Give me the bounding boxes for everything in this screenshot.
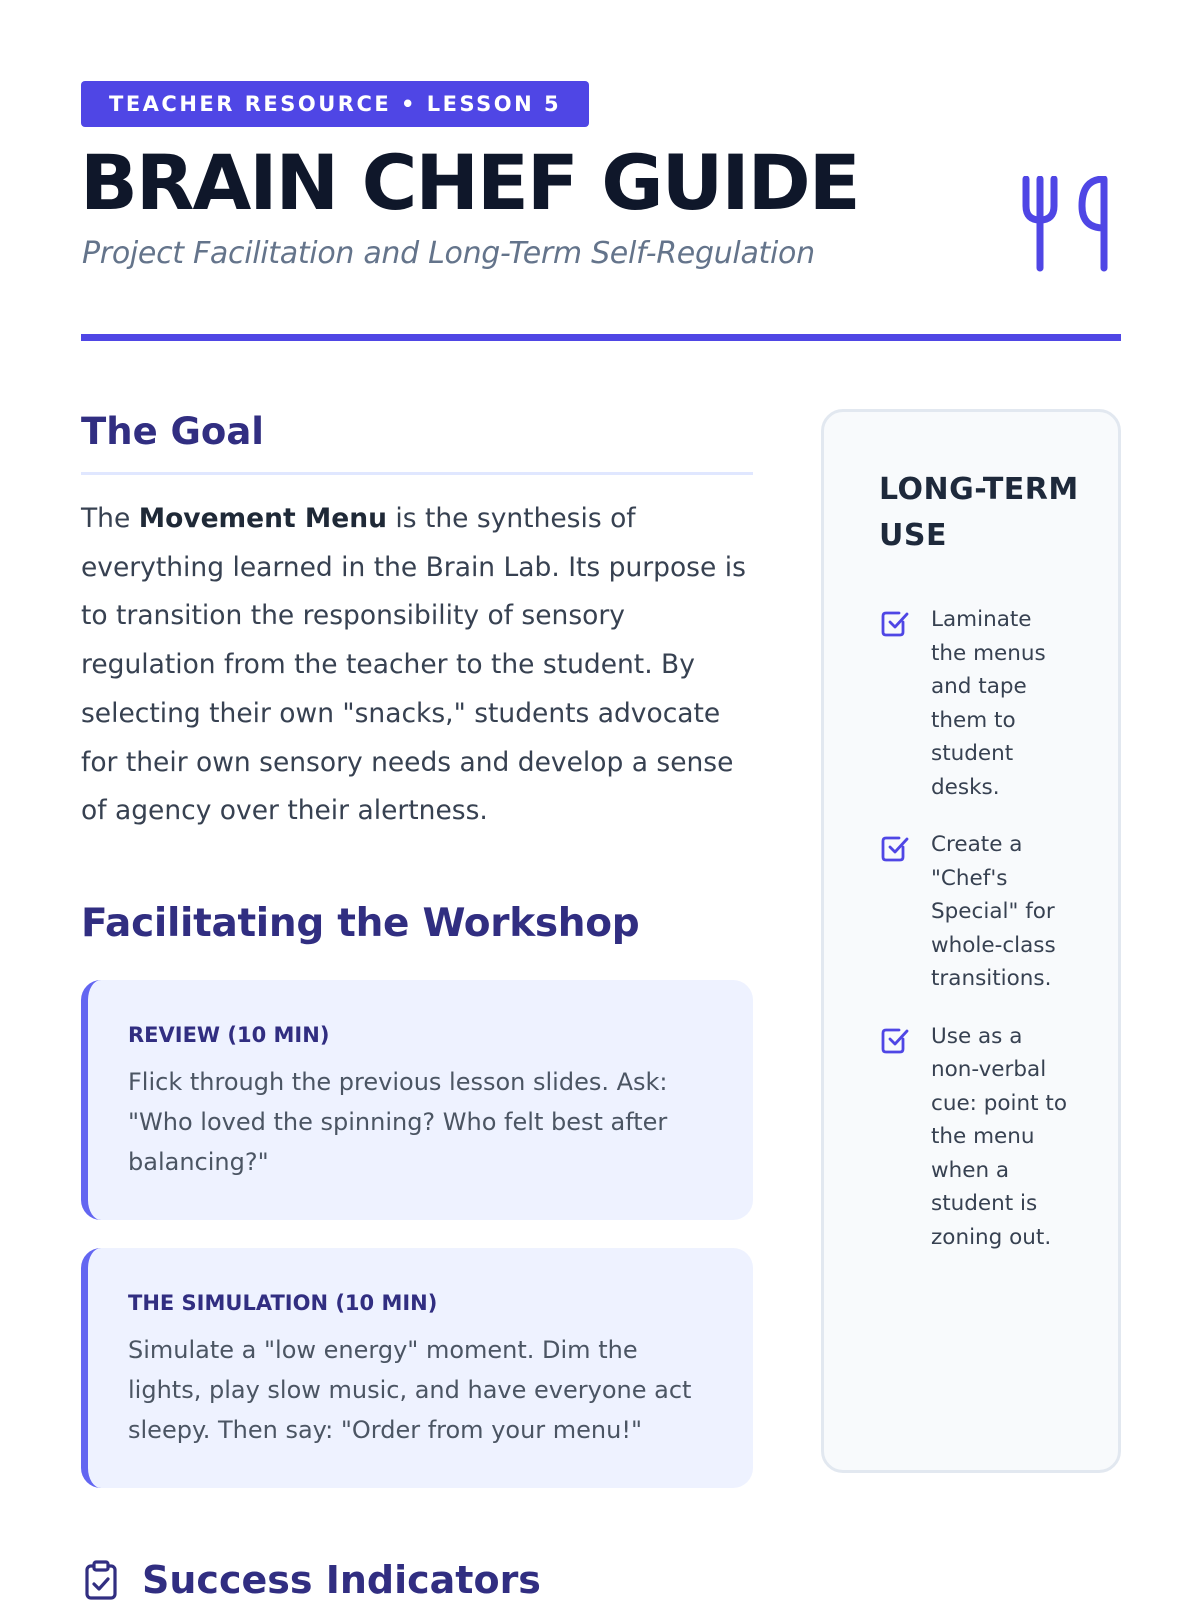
sidebar-item-text: Use as a non-verbal cue: point to the menu when a student is zoning out. xyxy=(931,1023,1068,1250)
step-title: REVIEW (10 MIN) xyxy=(128,1022,330,1047)
goal-paragraph xyxy=(81,495,753,836)
goal-emphasis: Movement Menu xyxy=(138,503,387,534)
checkbox-check-icon xyxy=(879,828,931,868)
sidebar-title: LONG-TERM USE xyxy=(879,472,1079,553)
goal-heading: The Goal xyxy=(81,400,753,475)
step-body: Simulate a "low energy" moment. Dim the lights, play slow music, and have everyone act sleepy. Then say: "Order from your menu!" xyxy=(128,1335,692,1444)
workshop-step-card xyxy=(81,1248,753,1488)
header-divider xyxy=(81,334,1121,341)
workshop-heading: Facilitating the Workshop xyxy=(81,900,640,946)
sidebar-list-item xyxy=(879,828,1088,996)
checkbox-check-icon xyxy=(879,603,931,643)
clipboard-check-icon xyxy=(84,1560,118,1600)
checkbox-check-icon xyxy=(879,1020,931,1060)
utensils-icon xyxy=(1020,176,1116,274)
success-indicators-header xyxy=(84,1556,541,1604)
step-title: THE SIMULATION (10 MIN) xyxy=(128,1290,438,1315)
lesson-badge: TEACHER RESOURCE • LESSON 5 xyxy=(81,81,589,127)
goal-body: is the synthesis of everything learned in the Brain Lab. Its purpose is to transition the responsibility of sensory regulation from the teacher to the student. By selecting their own "snacks," students advocate for their own sensory needs and develop a sense of agency over their alertness. xyxy=(81,503,746,827)
sidebar-list-item xyxy=(879,1020,1088,1255)
success-heading: Success Indicators xyxy=(142,1558,541,1602)
sidebar-item-text: Create a "Chef's Special" for whole-class transitions. xyxy=(931,832,1056,991)
main-content xyxy=(81,400,753,1488)
sidebar-item-text: Laminate the menus and tape them to student desks. xyxy=(931,607,1046,800)
page-title: BRAIN CHEF GUIDE xyxy=(80,138,859,227)
long-term-use-sidebar xyxy=(821,409,1121,1473)
page-subtitle: Project Facilitation and Long-Term Self-Regulation xyxy=(82,236,815,271)
sidebar-list-item xyxy=(879,603,1088,804)
step-body: Flick through the previous lesson slides. Ask: "Who loved the spinning? Who felt best after balancing?" xyxy=(128,1067,668,1176)
goal-lead: The xyxy=(81,503,139,534)
workshop-step-card xyxy=(81,980,753,1220)
